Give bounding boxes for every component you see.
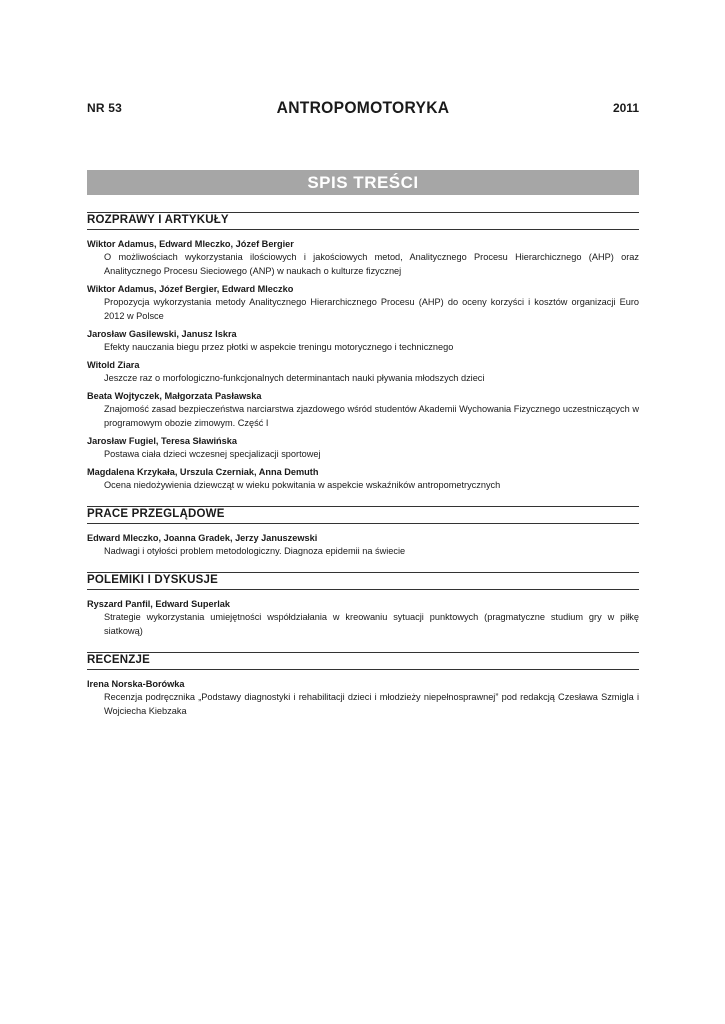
table-of-contents-banner: SPIS TREŚCI	[87, 170, 639, 195]
entry-title: O możliwościach wykorzystania ilościowych i jakościowych metod, Analitycznego Procesu Hierarchicznego (AHP) oraz Analitycznego Procesu Sieciowego (ANP) w naukach o kulturze fizycznej	[104, 252, 639, 276]
journal-title: ANTROPOMOTORYKA	[276, 98, 450, 117]
toc-section	[87, 572, 639, 638]
publication-year: 2011	[612, 101, 639, 115]
toc-entry	[87, 435, 639, 461]
toc-entry	[87, 283, 639, 323]
entry-title: Nadwagi i otyłości problem metodologiczny. Diagnoza epidemii na świecie	[104, 546, 406, 556]
entry-authors: Wiktor Adamus, Józef Bergier, Edward Mleczko	[87, 284, 294, 294]
section-heading: POLEMIKI I DYSKUSJE	[87, 572, 639, 590]
entry-authors: Irena Norska-Borówka	[87, 679, 185, 689]
entry-authors: Jarosław Fugiel, Teresa Sławińska	[87, 436, 237, 446]
section-heading: PRACE PRZEGLĄDOWE	[87, 506, 639, 524]
entry-authors: Wiktor Adamus, Edward Mleczko, Józef Bergier	[87, 239, 294, 249]
toc-entry	[87, 598, 639, 638]
entry-title: Znajomość zasad bezpieczeństwa narciarstwa zjazdowego wśród studentów Akademii Wychowania Fizycznego uczestniczących w programowym obozie zimowym. Część I	[104, 404, 639, 428]
toc-entry	[87, 466, 639, 492]
toc-section	[87, 652, 639, 718]
toc-entry	[87, 532, 639, 558]
entry-authors: Magdalena Krzykała, Urszula Czerniak, Anna Demuth	[87, 467, 319, 477]
entry-title: Strategie wykorzystania umiejętności współdziałania w kreowaniu sytuacji punktowych (pragmatyczne studium gry w piłkę siatkową)	[104, 612, 639, 636]
entry-title: Jeszcze raz o morfologiczno-funkcjonalnych determinantach nauki pływania młodszych dzieci	[104, 373, 485, 383]
issue-number: NR 53	[87, 101, 123, 115]
toc-entry	[87, 678, 639, 718]
section-heading: RECENZJE	[87, 652, 639, 670]
toc-section	[87, 212, 639, 492]
entry-title: Recenzja podręcznika „Podstawy diagnostyki i rehabilitacji dzieci i młodzieży niepełnosprawnej” pod redakcją Czesława Szmigla i Wojciecha Kiebzaka	[104, 692, 639, 716]
entry-authors: Witold Ziara	[87, 360, 140, 370]
entry-title: Efekty nauczania biegu przez płotki w aspekcie treningu motorycznego i technicznego	[104, 342, 454, 352]
page-header	[87, 98, 639, 120]
entry-title: Postawa ciała dzieci wczesnej specjalizacji sportowej	[104, 449, 321, 459]
entry-authors: Jarosław Gasilewski, Janusz Iskra	[87, 329, 237, 339]
toc-content	[87, 212, 639, 732]
entry-authors: Edward Mleczko, Joanna Gradek, Jerzy Januszewski	[87, 533, 318, 543]
entry-title: Ocena niedożywienia dziewcząt w wieku pokwitania w aspekcie wskaźników antropometrycznych	[104, 480, 501, 490]
section-heading: ROZPRAWY I ARTYKUŁY	[87, 212, 639, 230]
toc-entry	[87, 238, 639, 278]
entry-authors: Beata Wojtyczek, Małgorzata Pasławska	[87, 391, 262, 401]
entry-title: Propozycja wykorzystania metody Analitycznego Hierarchicznego Procesu (AHP) do oceny korzyści i kosztów organizacji Euro 2012 w Polsce	[104, 297, 639, 321]
toc-entry	[87, 328, 639, 354]
toc-entry	[87, 390, 639, 430]
entry-authors: Ryszard Panfil, Edward Superlak	[87, 599, 230, 609]
toc-section	[87, 506, 639, 558]
toc-entry	[87, 359, 639, 385]
